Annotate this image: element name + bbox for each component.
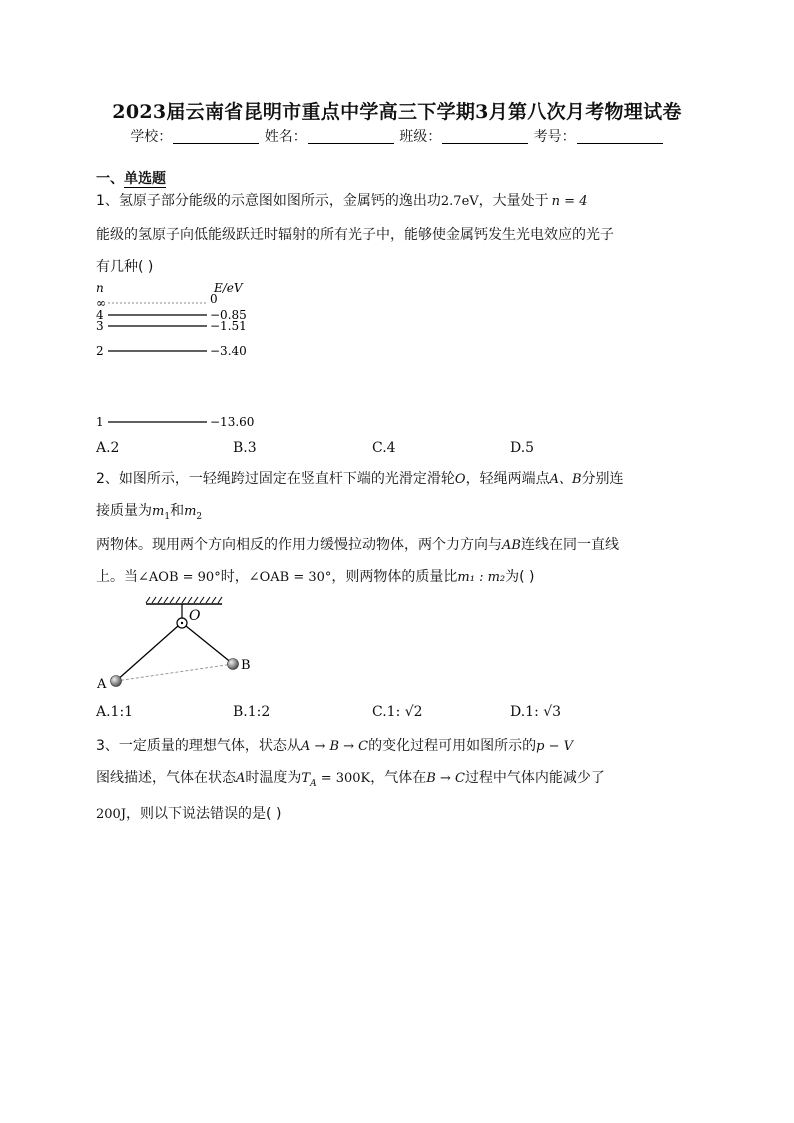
section-label: 单选题: [124, 171, 166, 187]
q2-text: 时，: [220, 569, 249, 585]
q3-text: 的变化过程可用如图所示的: [368, 738, 537, 754]
q2-text: 连线在同一直线: [520, 537, 619, 553]
q3-text: 3、一定质量的理想气体，状态从: [96, 738, 301, 754]
q2-text: ，则两物体的质量比: [331, 569, 458, 585]
q1-work-function: 2.7eV: [440, 194, 479, 209]
q2-option-d[interactable]: D.1: √3: [510, 704, 562, 720]
energy-levels: [96, 292, 254, 429]
energy-level-diagram: [92, 280, 292, 435]
page-title: 2023届云南省昆明市重点中学高三下学期3月第八次月考物理试卷: [112, 101, 682, 123]
q2-line4: [96, 566, 535, 586]
level-n-label: ∞: [96, 296, 106, 310]
n-axis-label: n: [96, 281, 104, 295]
q2-text: 接质量为: [96, 503, 152, 519]
q3-process-bc: B → C: [426, 771, 465, 786]
pulley-diagram: [94, 594, 274, 694]
q2-points-ab: A、B: [549, 472, 582, 487]
rope-ob: [186, 626, 233, 664]
q1-option-d[interactable]: D.5: [510, 440, 535, 456]
q3-line3: [96, 803, 281, 823]
q1-line2: 能级的氢原子向低能级跃迁时辐射的所有光子中，能够使金属钙发生光电效应的光子: [96, 227, 614, 243]
q3-line1: [96, 735, 573, 755]
section-prefix: 一、: [96, 171, 124, 187]
q2-text: 2、如图所示，一轻绳跨过固定在竖直杆下端的光滑定滑轮: [96, 471, 455, 487]
q1-text: ，大量处于: [478, 193, 549, 209]
q3-energy: 200J: [96, 807, 127, 822]
q1-text: 1、氢原子部分能级的示意图如图所示，金属钙的逸出功: [96, 193, 441, 209]
q2-mass-m1-sub: 1: [164, 511, 171, 522]
q2-text: 为( ): [505, 569, 535, 585]
q2-option-b[interactable]: B.1:2: [233, 704, 271, 720]
q2-option-a[interactable]: A.1:1: [96, 704, 134, 720]
q3-pv: p − V: [536, 739, 573, 754]
q1-option-c[interactable]: C.4: [372, 440, 396, 456]
q3-temp-symbol: T: [301, 771, 311, 786]
q1-line1: [96, 190, 587, 210]
q3-process: A → B → C: [300, 739, 369, 754]
q3-temp-value: = 300K: [316, 771, 371, 786]
rope-oa: [116, 626, 178, 681]
level-n-label: 3: [96, 319, 104, 333]
q1-level-n: n = 4: [551, 194, 588, 209]
q2-text: ，轻绳两端点: [465, 471, 550, 487]
line-ab: [116, 664, 233, 681]
q2-line3: [96, 534, 619, 554]
class-label: 班级：: [399, 129, 442, 145]
q2-option-c[interactable]: C.1: √2: [372, 704, 423, 720]
q1-option-b[interactable]: B.3: [233, 440, 257, 456]
q2-text: 分别连: [581, 471, 624, 487]
label-a: A: [97, 677, 107, 692]
q2-text: 两物体。现用两个方向相反的作用力缓慢拉动物体，两个力方向与: [96, 537, 502, 553]
q3-text: 时温度为: [245, 770, 302, 786]
q2-text: 上。当: [96, 569, 138, 585]
level-energy-label: −1.51: [210, 319, 247, 333]
school-label: 学校：: [130, 129, 173, 145]
class-blank[interactable]: [442, 129, 528, 144]
q2-line2: [96, 500, 202, 522]
level-energy-label: 0: [210, 292, 218, 306]
name-blank[interactable]: [308, 129, 394, 144]
q3-state-a: A: [236, 771, 246, 786]
q2-mass-m2: m: [184, 504, 197, 519]
q3-text: 图线描述，气体在状态: [96, 770, 236, 786]
energy-axis-label: E/eV: [214, 281, 243, 295]
q2-mass-m1: m: [152, 504, 165, 519]
school-blank[interactable]: [173, 129, 259, 144]
q3-temp-sub: A: [310, 778, 317, 789]
q2-pulley-o: O: [454, 472, 466, 487]
level-n-label: 4: [96, 308, 104, 322]
ceiling: [146, 597, 222, 604]
number-blank[interactable]: [577, 129, 663, 144]
level-energy-label: −13.60: [210, 415, 255, 429]
level-energy-label: −3.40: [210, 344, 247, 358]
q3-text: 过程中气体内能减少了: [464, 770, 605, 786]
q1-option-a[interactable]: A.2: [96, 440, 120, 456]
student-info-line: [0, 126, 794, 146]
q2-angle-oab: ∠OAB = 30°: [248, 570, 332, 585]
q1-line3: 有几种( ): [96, 259, 154, 275]
q2-angle-aob: ∠AOB = 90°: [138, 570, 221, 585]
section-heading: [96, 168, 166, 188]
q2-mass-ratio: m₁ : m₂: [457, 570, 506, 585]
q2-mass-m2-sub: 2: [196, 511, 203, 522]
level-n-label: 1: [96, 415, 104, 429]
q2-text: 和: [170, 503, 185, 519]
level-energy-label: −0.85: [210, 308, 247, 322]
label-b: B: [241, 658, 251, 673]
ball-a: [111, 676, 122, 687]
level-n-label: 2: [96, 344, 104, 358]
name-label: 姓名：: [264, 129, 307, 145]
ball-b: [228, 659, 239, 670]
q3-text: ，则以下说法错误的是( ): [126, 806, 282, 822]
q2-line-ab: AB: [502, 538, 521, 553]
q3-text: ，气体在: [370, 770, 427, 786]
label-o: O: [189, 608, 201, 624]
number-label: 考号：: [533, 129, 576, 145]
q2-line1: [96, 468, 624, 488]
q3-line2: [96, 767, 605, 789]
